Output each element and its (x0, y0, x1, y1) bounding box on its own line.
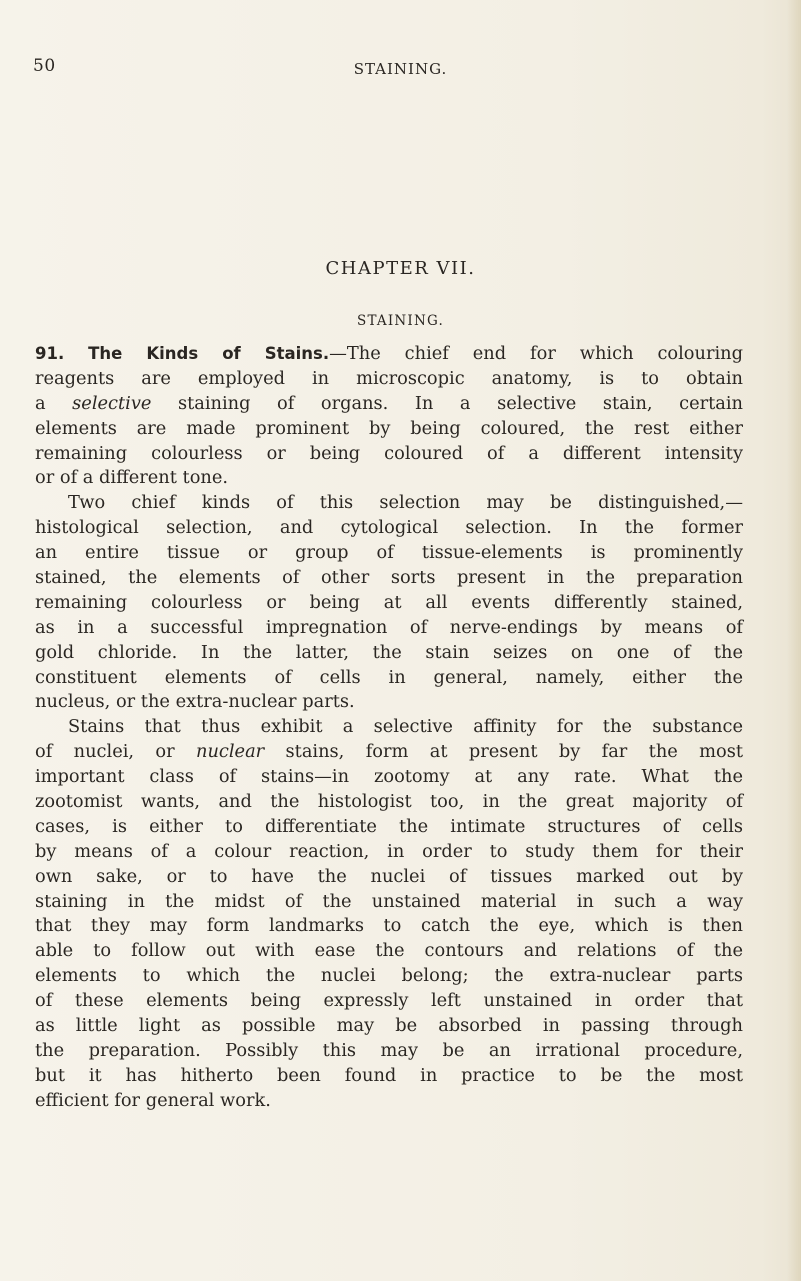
text-line: that they may form landmarks to catch the eye, which is then (35, 915, 743, 937)
text-line: the preparation. Possibly this may be an irrational procedure, (35, 1039, 743, 1061)
text-line: by means of a colour reaction, in order to study them for their (35, 840, 743, 862)
text-line: as little light as possible may be absorbed in passing through (35, 1015, 743, 1037)
text-line: remaining colourless or being at all events differently stained, (35, 591, 743, 613)
chapter-subtitle: STAINING. (357, 313, 444, 329)
text-line: gold chloride. In the latter, the stain seizes on one of the (35, 641, 743, 663)
text-line: reagents are employed in microscopic anatomy, is to obtain (35, 367, 743, 389)
text-line: Stains that thus exhibit a selective affinity for the substance (68, 716, 743, 738)
chapter-title: CHAPTER VII. (325, 258, 476, 279)
text-line: or of a different tone. (35, 467, 229, 489)
text-line: constituent elements of cells in general, namely, either the (35, 666, 743, 688)
text-line: a selective staining of organs. In a selective stain, certain (35, 392, 743, 414)
emphasis: selective (72, 392, 152, 414)
text-line: elements to which the nuclei belong; the extra-nuclear parts (35, 965, 743, 987)
body-text (35, 342, 743, 1114)
text-line: as in a successful impregnation of nerve-endings by means of (35, 616, 743, 638)
text-line: important class of stains—in zootomy at any rate. What the (35, 766, 743, 788)
text-line: 91. The Kinds of Stains.—The chief end for which colouring (35, 343, 743, 364)
emphasis: nuclear (196, 741, 265, 763)
page-gutter-shadow (787, 0, 801, 1281)
text-line: efficient for general work. (35, 1089, 271, 1111)
text-line: but it has hitherto been found in practice to be the most (35, 1064, 743, 1086)
text-line: own sake, or to have the nuclei of tissues marked out by (35, 865, 743, 887)
text-line: an entire tissue or group of tissue-elements is prominently (35, 542, 743, 564)
text-line: Two chief kinds of this selection may be distinguished,— (68, 492, 743, 514)
text-line: of nuclei, or nuclear stains, form at present by far the most (35, 741, 743, 763)
text-line: remaining colourless or being coloured of a different intensity (35, 442, 743, 464)
text-line: stained, the elements of other sorts present in the preparation (35, 567, 743, 589)
text-line: able to follow out with ease the contours and relations of the (35, 940, 743, 962)
text-line: elements are made prominent by being coloured, the rest either (35, 417, 743, 439)
text-line: cases, is either to differentiate the intimate structures of cells (35, 815, 743, 837)
running-head: STAINING. (353, 60, 448, 78)
section-title: The Kinds of Stains. (88, 344, 330, 363)
text-line: staining in the midst of the unstained material in such a way (35, 890, 743, 912)
text-line: nucleus, or the extra-nuclear parts. (35, 691, 355, 713)
text-line: histological selection, and cytological selection. In the former (35, 517, 743, 539)
section-number: 91. (35, 344, 65, 363)
text-line: zootomist wants, and the histologist too, in the great majority of (35, 791, 743, 813)
text-line: of these elements being expressly left unstained in order that (35, 990, 743, 1012)
page-number: 50 (33, 56, 56, 76)
